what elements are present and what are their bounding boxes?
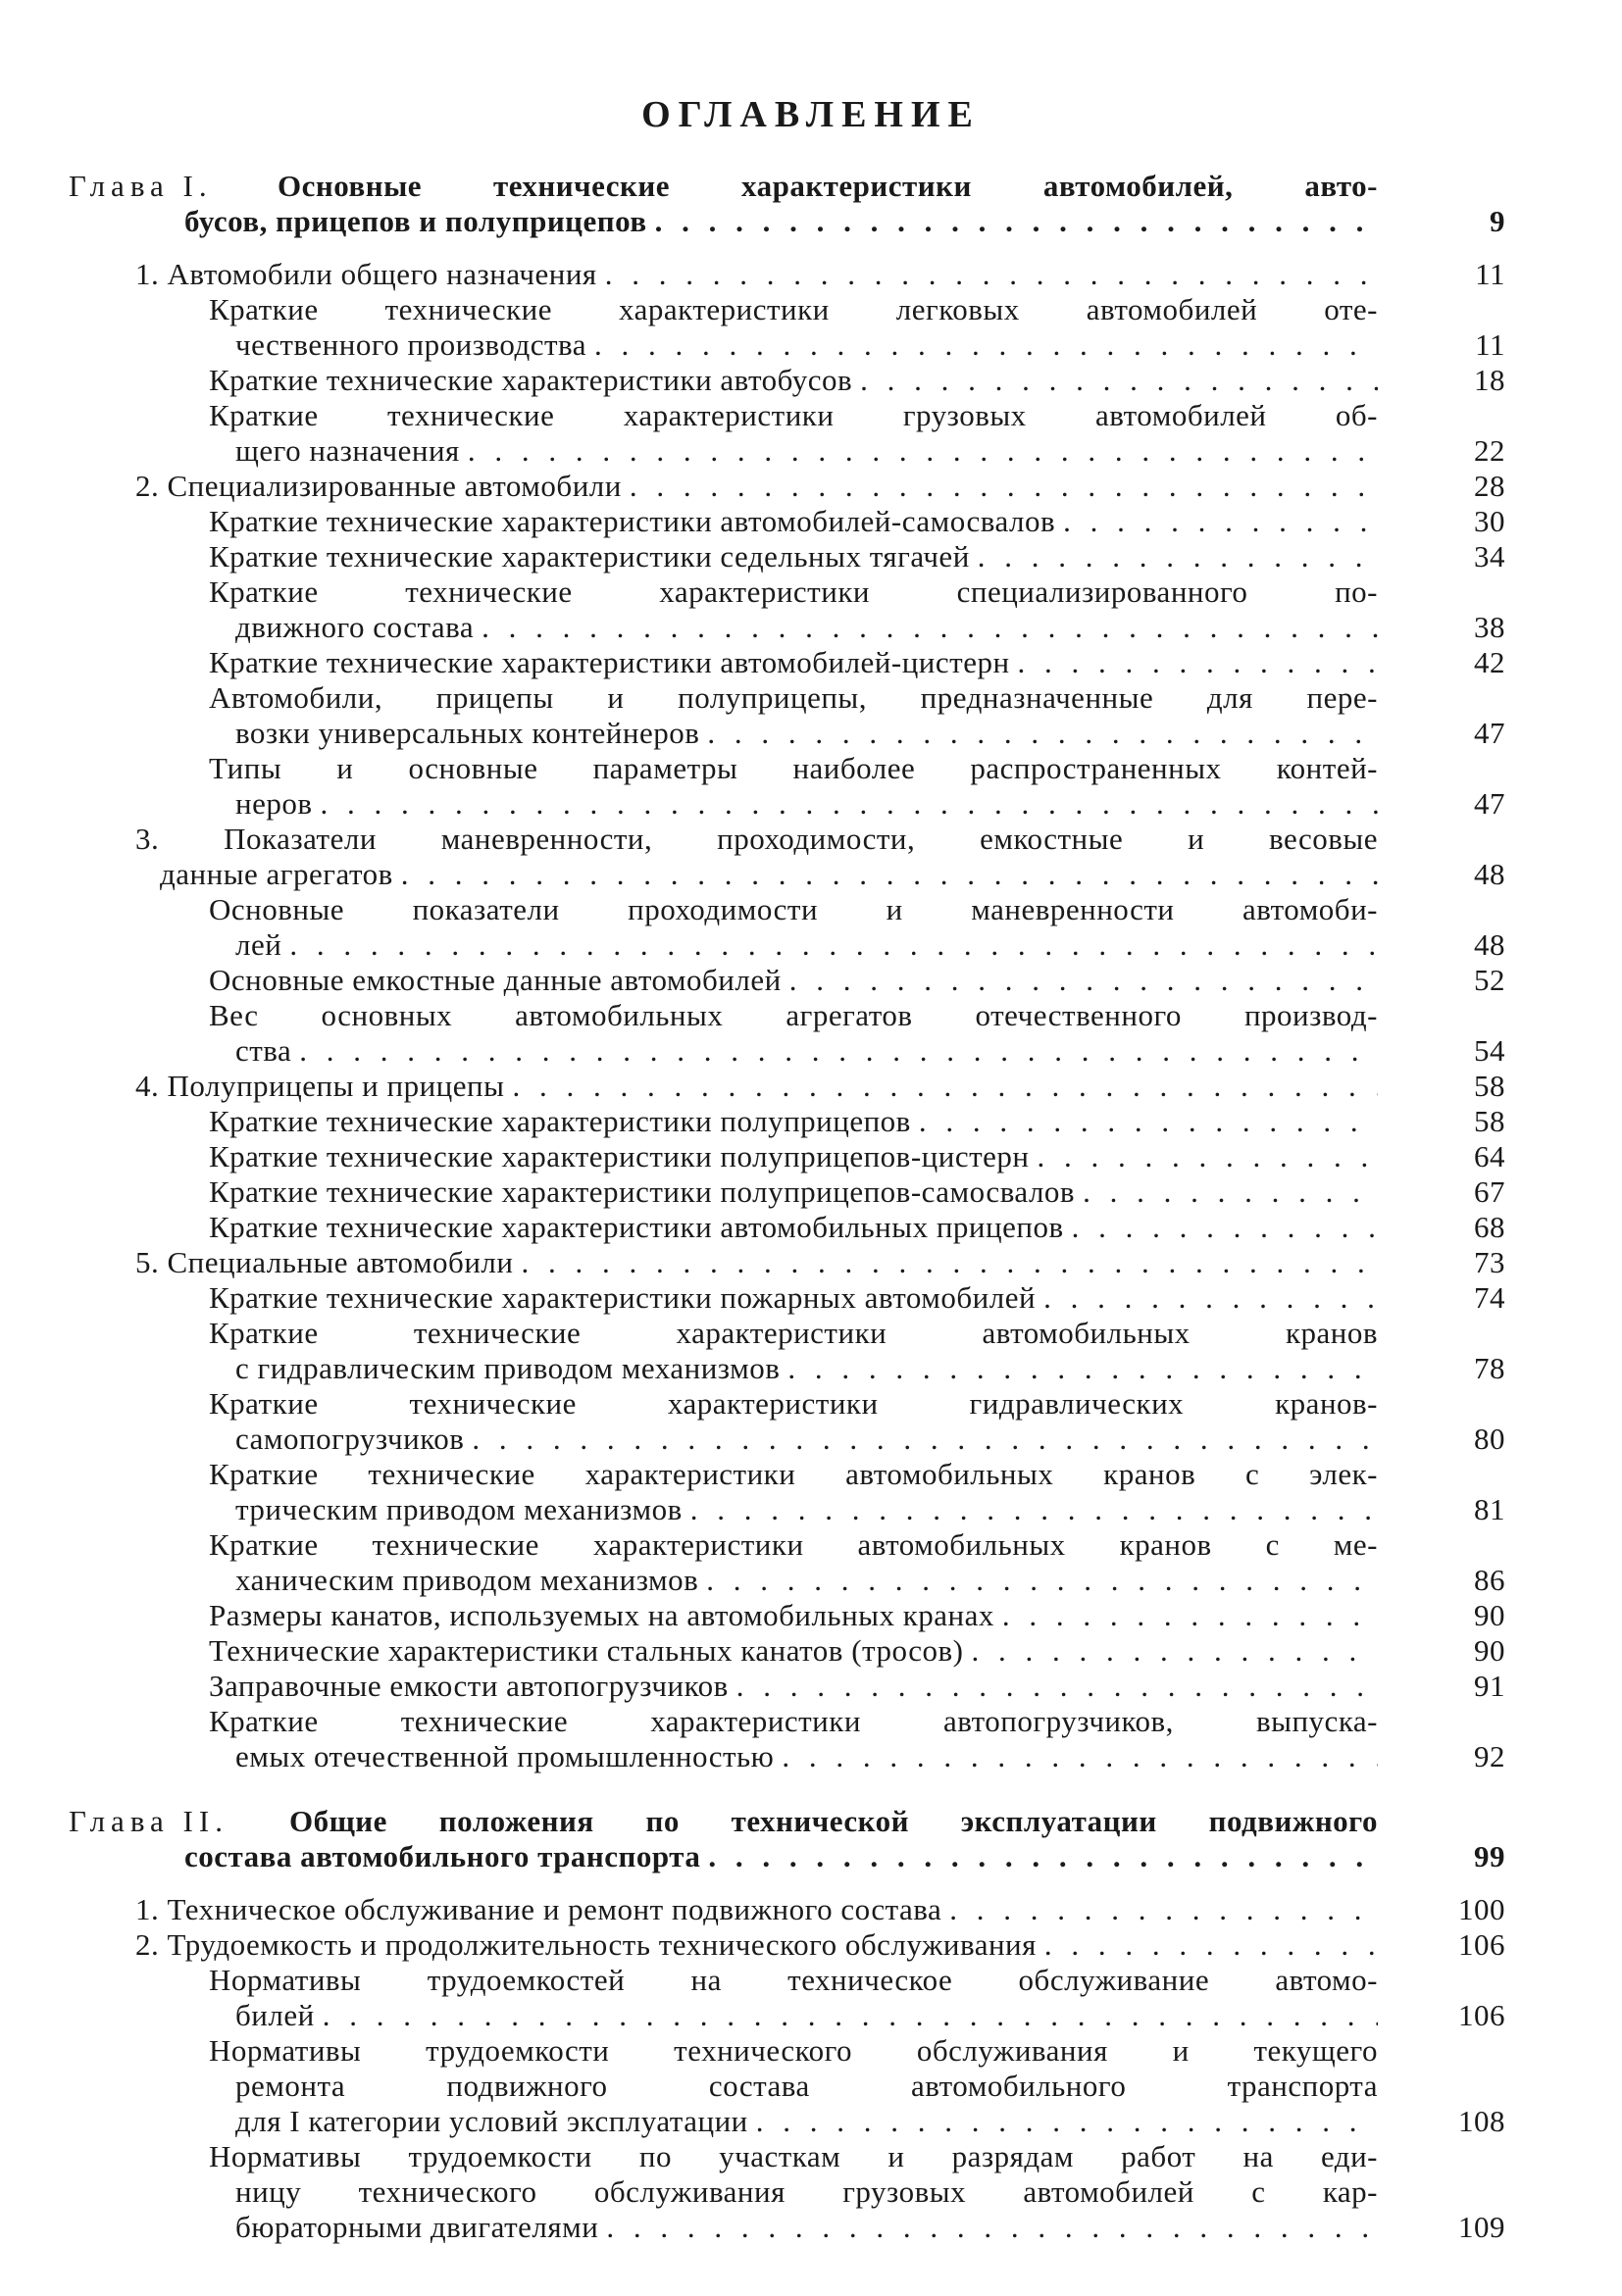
toc-entry-text: Краткие технические характеристики полуприцепов-самосвалов bbox=[209, 1174, 1076, 1209]
page-number: 64 bbox=[1474, 1139, 1505, 1173]
dot-leader bbox=[941, 1892, 1378, 1927]
page-number: 52 bbox=[1474, 963, 1505, 997]
toc-entry-text: 4. Полуприцепы и прицепы bbox=[135, 1069, 505, 1103]
toc-entry-text: возки универсальных контейнеров bbox=[235, 716, 700, 750]
toc-entry-text: Технические характеристики стальных канатов (тросов) bbox=[209, 1633, 964, 1668]
dot-leader bbox=[1029, 1139, 1378, 1174]
page-title: ОГЛАВЛЕНИЕ bbox=[641, 94, 981, 135]
toc-entry-text: 5. Специальные автомобили bbox=[135, 1245, 514, 1279]
page-number: 91 bbox=[1474, 1669, 1505, 1703]
dot-leader bbox=[513, 1245, 1378, 1280]
page-number: 48 bbox=[1474, 927, 1505, 962]
page-number: 90 bbox=[1474, 1633, 1505, 1668]
page-number: 68 bbox=[1474, 1210, 1505, 1244]
dot-leader bbox=[393, 857, 1378, 892]
toc-entry-text: Размеры канатов, используемых на автомобильных кранах bbox=[209, 1598, 994, 1632]
toc-entry-text: Краткие технические характеристики автомобилей-цистерн bbox=[209, 645, 1010, 679]
dot-leader bbox=[911, 1104, 1378, 1139]
toc-line bbox=[135, 1069, 1378, 1104]
toc-line: Краткие технические характеристики автомобильных кранов с элек- bbox=[209, 1457, 1378, 1491]
page-number: 47 bbox=[1474, 716, 1505, 750]
page-number: 9 bbox=[1490, 204, 1505, 238]
page-number: 11 bbox=[1475, 327, 1505, 362]
toc-line bbox=[235, 2210, 1378, 2245]
page-number: 99 bbox=[1474, 1839, 1505, 1873]
page-number: 108 bbox=[1458, 2104, 1505, 2138]
dot-leader bbox=[1036, 1280, 1378, 1316]
toc-line bbox=[209, 1210, 1378, 1245]
dot-leader bbox=[1064, 1210, 1378, 1245]
dot-leader bbox=[1010, 645, 1378, 680]
dot-leader bbox=[464, 1422, 1378, 1457]
toc-entry-text: 2. Трудоемкость и продолжительность технического обслуживания bbox=[135, 1927, 1037, 1962]
dot-leader bbox=[700, 1839, 1378, 1874]
page-number: 38 bbox=[1474, 610, 1505, 644]
page-number: 42 bbox=[1474, 645, 1505, 679]
toc-line: Типы и основные параметры наиболее распространенных контей- bbox=[209, 751, 1378, 785]
page-number: 90 bbox=[1474, 1598, 1505, 1632]
dot-leader bbox=[313, 786, 1379, 822]
toc-line bbox=[235, 716, 1378, 751]
page-number: 47 bbox=[1474, 786, 1505, 821]
toc-entry-text: данные агрегатов bbox=[160, 857, 393, 891]
toc-line: Вес основных автомобильных агрегатов отечественного производ- bbox=[209, 998, 1378, 1032]
toc-line: Нормативы трудоемкости технического обслуживания и текущего bbox=[209, 2033, 1378, 2068]
toc-entry-text: с гидравлическим приводом механизмов bbox=[235, 1351, 781, 1385]
toc-line bbox=[209, 1633, 1378, 1669]
page-number: 58 bbox=[1474, 1069, 1505, 1103]
page-number: 92 bbox=[1474, 1739, 1505, 1773]
toc-entry-text: трическим приводом механизмов bbox=[235, 1492, 683, 1526]
toc-line: Автомобили, прицепы и полуприцепы, предназначенные для пере- bbox=[209, 680, 1378, 715]
page-number: 106 bbox=[1458, 1927, 1505, 1962]
dot-leader bbox=[586, 327, 1378, 363]
toc-line: Нормативы трудоемкости по участкам и разрядам работ на еди- bbox=[209, 2139, 1378, 2173]
toc-line bbox=[135, 1927, 1378, 1963]
toc-entry-text: Краткие технические характеристики полуприцепов-цистерн bbox=[209, 1139, 1030, 1173]
toc-entry-text: 2. Специализированные автомобили bbox=[135, 469, 622, 503]
page-number: 78 bbox=[1474, 1351, 1505, 1385]
toc-line: Краткие технические характеристики автомобильных кранов с ме- bbox=[209, 1527, 1378, 1562]
toc-entry-text: Краткие технические характеристики пожарных автомобилей bbox=[209, 1280, 1037, 1315]
toc-line bbox=[209, 1104, 1378, 1139]
toc-line: Краткие технические характеристики автопогрузчиков, выпуска- bbox=[209, 1704, 1378, 1738]
toc-line bbox=[135, 1892, 1378, 1927]
toc-entry-text: бусов, прицепов и полуприцепов bbox=[184, 204, 647, 238]
toc-line bbox=[209, 1669, 1378, 1704]
toc-line: Нормативы трудоемкостей на техническое обслуживание автомо- bbox=[209, 1963, 1378, 1997]
dot-leader bbox=[460, 433, 1378, 469]
toc-line: Краткие технические характеристики грузовых автомобилей об- bbox=[209, 398, 1378, 432]
toc-line bbox=[184, 204, 1378, 239]
toc-line bbox=[235, 1422, 1378, 1457]
toc-entry-text: Краткие технические характеристики автомобильных прицепов bbox=[209, 1210, 1064, 1244]
toc-line bbox=[235, 327, 1378, 363]
dot-leader bbox=[597, 257, 1378, 292]
toc-line bbox=[160, 857, 1378, 892]
toc-line bbox=[235, 1351, 1378, 1386]
page-number: 34 bbox=[1474, 539, 1505, 574]
toc-entry-text: Краткие технические характеристики автомобилей-самосвалов bbox=[209, 504, 1056, 538]
toc-line bbox=[135, 257, 1378, 292]
toc-line bbox=[235, 927, 1378, 963]
toc-entry-text: чественного производства bbox=[235, 327, 587, 362]
toc-entry-text: Краткие технические характеристики полуприцепов bbox=[209, 1104, 911, 1138]
dot-leader bbox=[1055, 504, 1378, 539]
toc-entry-text: неров bbox=[235, 786, 313, 821]
toc-line bbox=[235, 1563, 1378, 1598]
toc-line: 3. Показатели маневренности, проходимости, емкостные и весовые bbox=[135, 822, 1378, 856]
dot-leader bbox=[970, 539, 1378, 574]
toc-line bbox=[209, 1174, 1378, 1210]
chapter-label: Глава II. bbox=[69, 1804, 228, 1838]
dot-leader bbox=[699, 716, 1378, 751]
toc-line bbox=[209, 363, 1378, 398]
chapter-title: Общие положения по технической эксплуатации подвижного bbox=[289, 1804, 1378, 1838]
dot-leader bbox=[647, 204, 1378, 239]
page-number: 67 bbox=[1474, 1174, 1505, 1209]
page-number: 106 bbox=[1458, 1998, 1505, 2032]
toc-entry-text: Заправочные емкости автопогрузчиков bbox=[209, 1669, 729, 1703]
dot-leader bbox=[474, 610, 1378, 645]
toc-entry-text: самопогрузчиков bbox=[235, 1422, 465, 1456]
page-number: 11 bbox=[1475, 257, 1505, 291]
page-number: 100 bbox=[1458, 1892, 1505, 1926]
dot-leader bbox=[852, 363, 1378, 398]
toc-entry-text: для I категории условий эксплуатации bbox=[235, 2104, 748, 2138]
page-number: 48 bbox=[1474, 857, 1505, 891]
toc-line: ницу технического обслуживания грузовых автомобилей с кар- bbox=[235, 2174, 1378, 2209]
toc-line bbox=[209, 963, 1378, 998]
dot-leader bbox=[1037, 1927, 1378, 1963]
page-number: 54 bbox=[1474, 1033, 1505, 1068]
dot-leader bbox=[780, 1351, 1378, 1386]
toc-line bbox=[209, 645, 1378, 680]
dot-leader bbox=[1075, 1174, 1378, 1210]
toc-entry-text: Краткие технические характеристики седельных тягачей bbox=[209, 539, 970, 574]
dot-leader bbox=[683, 1492, 1378, 1527]
page-number: 58 bbox=[1474, 1104, 1505, 1138]
page-number: 18 bbox=[1474, 363, 1505, 397]
toc-line bbox=[209, 1139, 1378, 1174]
toc-entry-text: щего назначения bbox=[235, 433, 460, 468]
toc-entry-text: ханическим приводом механизмов bbox=[235, 1563, 699, 1597]
toc-line bbox=[209, 1598, 1378, 1633]
toc-line bbox=[235, 2104, 1378, 2139]
toc-line bbox=[235, 786, 1378, 822]
dot-leader bbox=[782, 963, 1378, 998]
page-number: 73 bbox=[1474, 1245, 1505, 1279]
toc-entry-text: 1. Автомобили общего назначения bbox=[135, 257, 597, 291]
page-number: 109 bbox=[1458, 2210, 1505, 2244]
toc-line bbox=[235, 433, 1378, 469]
toc-entry-text: емых отечественной промышленностью bbox=[235, 1739, 775, 1773]
page-number: 86 bbox=[1474, 1563, 1505, 1597]
toc-line bbox=[235, 1998, 1378, 2033]
dot-leader bbox=[729, 1669, 1378, 1704]
dot-leader bbox=[963, 1633, 1378, 1669]
dot-leader bbox=[994, 1598, 1378, 1633]
page-number: 28 bbox=[1474, 469, 1505, 503]
toc-entry-text: лей bbox=[235, 927, 282, 962]
toc-entry-text: Краткие технические характеристики автобусов bbox=[209, 363, 853, 397]
dot-leader bbox=[281, 927, 1378, 963]
toc-line: Основные показатели проходимости и маневренности автомоби- bbox=[209, 892, 1378, 926]
dot-leader bbox=[504, 1069, 1378, 1104]
page-number: 80 bbox=[1474, 1422, 1505, 1456]
toc-line bbox=[209, 539, 1378, 574]
toc-line: Краткие технические характеристики автомобильных кранов bbox=[209, 1316, 1378, 1350]
dot-leader bbox=[748, 2104, 1378, 2139]
toc-line: ремонта подвижного состава автомобильного транспорта bbox=[235, 2069, 1378, 2103]
toc-line bbox=[184, 1839, 1378, 1874]
toc-entry-text: 1. Техническое обслуживание и ремонт подвижного состава bbox=[135, 1892, 942, 1926]
toc-line: Краткие технические характеристики гидравлических кранов- bbox=[209, 1386, 1378, 1421]
toc-line bbox=[235, 610, 1378, 645]
page-number: 30 bbox=[1474, 504, 1505, 538]
chapter-title: Основные технические характеристики автомобилей, авто- bbox=[278, 169, 1378, 203]
dot-leader bbox=[315, 1998, 1378, 2033]
dot-leader bbox=[291, 1033, 1378, 1069]
toc-line bbox=[135, 1245, 1378, 1280]
dot-leader bbox=[622, 469, 1378, 504]
toc-entry-text: Основные емкостные данные автомобилей bbox=[209, 963, 782, 997]
toc-entry-text: движного состава bbox=[235, 610, 475, 644]
toc-entry-text: бюраторными двигателями bbox=[235, 2210, 599, 2244]
toc-line bbox=[235, 1492, 1378, 1527]
toc-line bbox=[235, 1739, 1378, 1774]
toc-line bbox=[209, 1280, 1378, 1316]
toc-line bbox=[235, 1033, 1378, 1069]
toc-line bbox=[135, 469, 1378, 504]
dot-leader bbox=[598, 2210, 1378, 2245]
toc-entry-text: ства bbox=[235, 1033, 292, 1068]
dot-leader bbox=[698, 1563, 1378, 1598]
page-number: 81 bbox=[1474, 1492, 1505, 1526]
toc-line bbox=[209, 504, 1378, 539]
page-number: 74 bbox=[1474, 1280, 1505, 1315]
toc-line: Краткие технические характеристики специализированного по- bbox=[209, 574, 1378, 609]
toc-line: Краткие технические характеристики легковых автомобилей оте- bbox=[209, 292, 1378, 326]
toc-entry-text: билей bbox=[235, 1998, 315, 2032]
chapter-label: Глава I. bbox=[69, 169, 213, 203]
page-number: 22 bbox=[1474, 433, 1505, 468]
dot-leader bbox=[774, 1739, 1378, 1774]
toc-entry-text: состава автомобильного транспорта bbox=[184, 1839, 701, 1873]
